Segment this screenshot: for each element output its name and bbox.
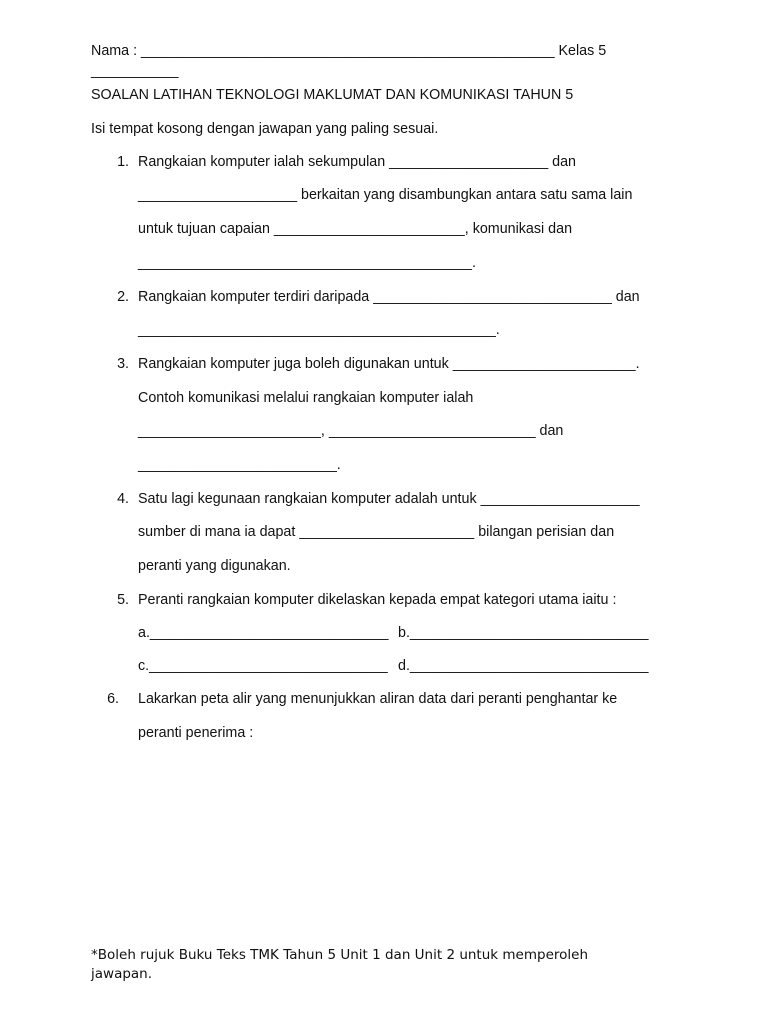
question-4-number: 4. (117, 491, 129, 507)
question-4-line-3: peranti yang digunakan. (138, 558, 291, 574)
question-5-option-d: d.______________________________ (398, 658, 649, 674)
question-2-line-2: _____________________________________________. (138, 322, 500, 338)
question-3-line-1: Rangkaian komputer juga boleh digunakan untuk _______________________. (138, 356, 640, 372)
question-1-line-2: ____________________ berkaitan yang disambungkan antara satu sama lain (138, 187, 633, 203)
question-3-line-2: Contoh komunikasi melalui rangkaian komputer ialah (138, 390, 474, 406)
question-3-line-4: _________________________. (138, 457, 341, 473)
question-2-line-1: Rangkaian komputer terdiri daripada ______________________________ dan (138, 289, 640, 305)
question-2-number: 2. (117, 289, 129, 305)
question-6-line-1: Lakarkan peta alir yang menunjukkan aliran data dari peranti penghantar ke (138, 691, 618, 707)
question-4-line-2: sumber di mana ia dapat ______________________ bilangan perisian dan (138, 524, 615, 540)
question-6-line-2: peranti penerima : (138, 725, 254, 741)
footnote-line-1: *Boleh rujuk Buku Teks TMK Tahun 5 Unit 1 dan Unit 2 untuk memperoleh (91, 947, 589, 963)
question-6-number: 6. (107, 691, 119, 707)
question-5-option-b: b.______________________________ (398, 625, 649, 641)
question-5-option-a: a.______________________________ (138, 625, 389, 641)
question-5-line-1: Peranti rangkaian komputer dikelaskan kepada empat kategori utama iaitu : (138, 592, 617, 608)
footnote-line-2: jawapan. (91, 966, 153, 982)
question-1-line-4: __________________________________________. (138, 255, 476, 271)
question-1-line-1: Rangkaian komputer ialah sekumpulan ____________________ dan (138, 154, 576, 170)
question-1-line-3: untuk tujuan capaian ________________________, komunikasi dan (138, 221, 573, 237)
question-5-option-c: c.______________________________ (138, 658, 388, 674)
question-3-line-3: _______________________, __________________________ dan (138, 423, 564, 439)
question-4-line-1: Satu lagi kegunaan rangkaian komputer adalah untuk ____________________ (138, 491, 640, 507)
name-line-continuation: ___________ (91, 63, 179, 79)
worksheet-title: SOALAN LATIHAN TEKNOLOGI MAKLUMAT DAN KOMUNIKASI TAHUN 5 (91, 87, 574, 103)
name-line: Nama : ____________________________________________________ Kelas 5 (91, 43, 607, 59)
question-3-number: 3. (117, 356, 129, 372)
question-5-number: 5. (117, 592, 129, 608)
question-1-number: 1. (117, 154, 129, 170)
instruction-text: Isi tempat kosong dengan jawapan yang paling sesuai. (91, 121, 439, 137)
